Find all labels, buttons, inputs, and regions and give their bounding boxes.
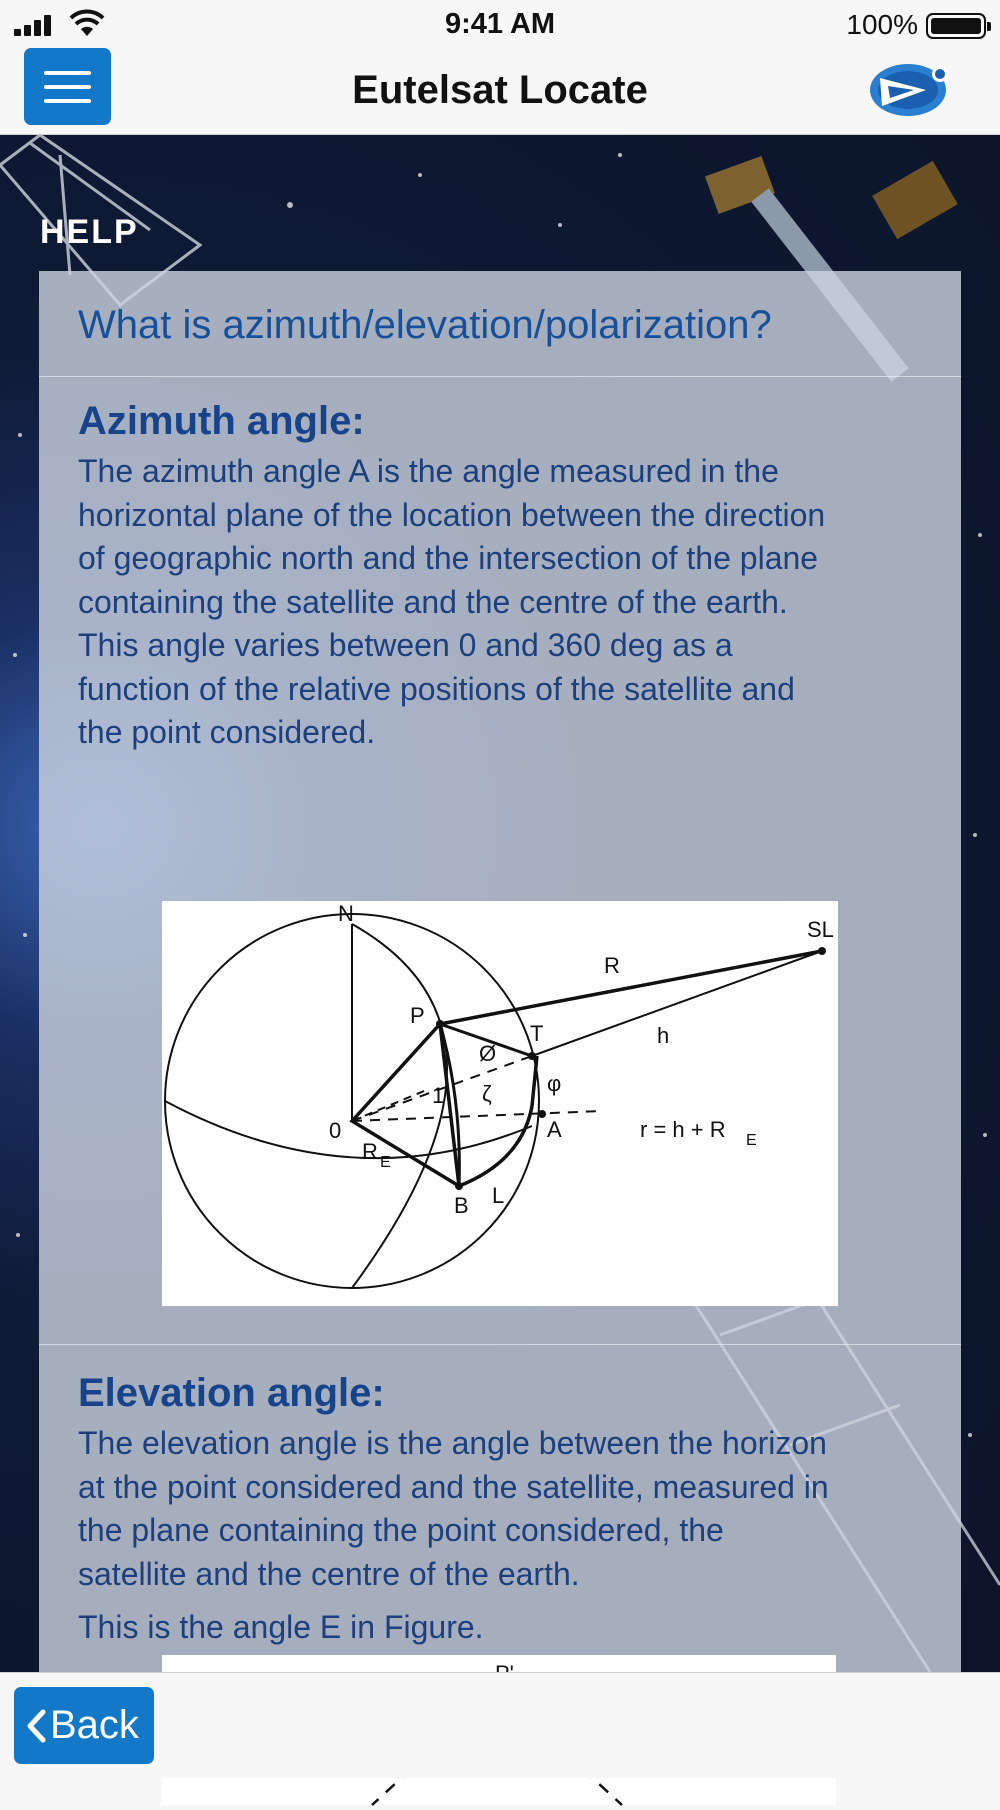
svg-text:A: A [547, 1117, 562, 1142]
help-panel [39, 271, 961, 1691]
battery-percent: 100% [846, 9, 918, 40]
svg-text:SL: SL [807, 917, 834, 942]
status-bar [0, 0, 1000, 48]
svg-text:φ: φ [547, 1071, 562, 1096]
svg-text:0: 0 [329, 1118, 342, 1143]
app-title: Eutelsat Locate [352, 68, 648, 112]
azimuth-diagram [162, 901, 838, 1306]
divider [39, 1344, 961, 1345]
svg-text:Ø: Ø [479, 1041, 497, 1066]
content-background [0, 135, 1000, 1672]
svg-text:T: T [530, 1021, 544, 1046]
azimuth-heading: Azimuth angle: [78, 399, 365, 443]
back-button[interactable] [14, 1687, 154, 1764]
svg-text:ζ: ζ [482, 1081, 492, 1106]
section-title: HELP [40, 213, 139, 251]
svg-text:E: E [380, 1154, 391, 1171]
svg-text:r = h + R: r = h + R [640, 1117, 726, 1142]
bottom-toolbar [0, 1672, 1000, 1778]
svg-text:L: L [492, 1183, 505, 1208]
elevation-heading: Elevation angle: [78, 1371, 385, 1415]
divider [39, 376, 961, 377]
eutelsat-logo [868, 56, 954, 118]
svg-text:1: 1 [432, 1083, 445, 1108]
chevron-left-icon [26, 1709, 46, 1743]
svg-text:R: R [362, 1139, 378, 1164]
svg-text:E: E [746, 1132, 757, 1149]
navigation-bar [0, 48, 1000, 135]
battery-icon [926, 13, 986, 39]
svg-text:N: N [338, 901, 354, 926]
svg-text:B: B [454, 1193, 469, 1218]
back-label: Back [50, 1703, 139, 1747]
elevation-figure-reference: This is the angle E in Figure. [78, 1609, 484, 1645]
azimuth-description: The azimuth angle A is the angle measured in the horizontal plane of the location between the direction of geographic north and the intersection of the plane containing the satellite and the centre of the earth. This angle varies between 0 and 360 deg as a function of the relative positions of the satellite and the point considered. [78, 453, 826, 750]
help-question: What is azimuth/elevation/polarization? [78, 303, 772, 347]
elevation-description: The elevation angle is the angle between the horizon at the point considered and the satellite, measured in the plane containing the point considered, the satellite and the centre of the earth. [78, 1425, 829, 1592]
status-time: 9:41 AM [444, 8, 556, 40]
svg-text:P: P [410, 1003, 425, 1028]
svg-text:h: h [657, 1023, 670, 1048]
svg-text:R: R [604, 953, 620, 978]
